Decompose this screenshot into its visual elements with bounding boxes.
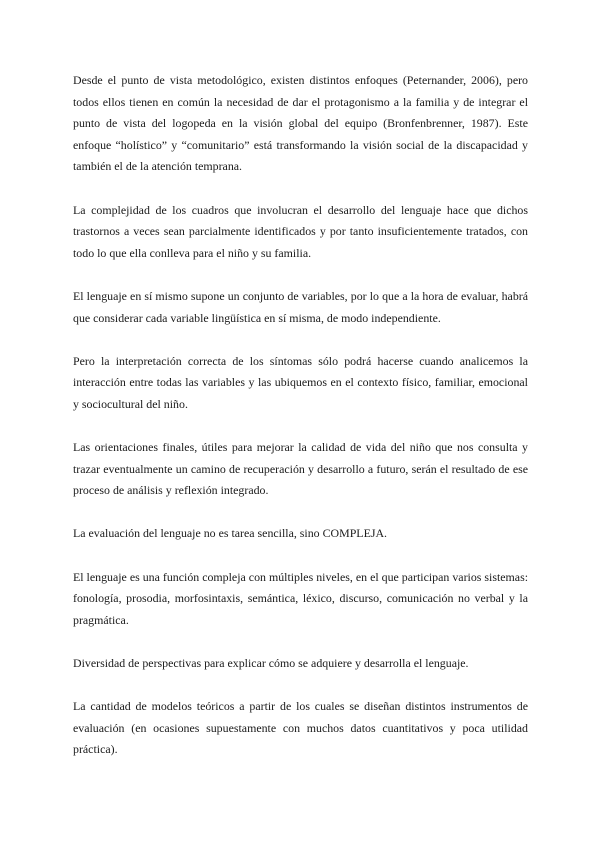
paragraph-perspectives: Diversidad de perspectivas para explicar cómo se adquiere y desarrolla el lenguaje. — [73, 656, 469, 671]
paragraph-evaluation-complex: La evaluación del lenguaje no es tarea sencilla, sino COMPLEJA. — [73, 526, 388, 541]
paragraph-language-function: El lenguaje es una función compleja con múltiples niveles, en el que participan varios sistemas: fonología, prosodia, morfosintaxis, semántica, léxico, discurso, comunicación no verbal y la pragmática. — [73, 569, 528, 627]
paragraph-complexity: La complejidad de los cuadros que involucran el desarrollo del lenguaje hace que dichos trastornos a veces sean parcialmente identificados y por tanto insuficientemente tratados, con todo lo que ella conlleva para el niño y su familia. — [73, 202, 528, 260]
paragraph-methodology: Desde el punto de vista metodológico, existen distintos enfoques (Peternander, 2006), pero todos ellos tienen en común la necesidad de dar el protagonismo a la familia y de integrar el punto de vista del logopeda en la visión global del equipo (Bronfenbrenner, 1987). Este enfoque “holístico” y “comunitario” está transformando la visión social de la discapacidad y también el de la atención temprana. — [73, 73, 528, 174]
document-body — [73, 70, 528, 783]
paragraph-interpretation: Pero la interpretación correcta de los síntomas sólo podrá hacerse cuando analicemos la interacción entre todas las variables y las ubiquemos en el contexto físico, familiar, emocional y sociocultural del niño. — [73, 353, 528, 411]
paragraph-theoretical-models: La cantidad de modelos teóricos a partir de los cuales se diseñan distintos instrumentos de evaluación (en ocasiones supuestamente con muchos datos cuantitativos y poca utilidad práctica). — [73, 699, 528, 757]
paragraph-orientations: Las orientaciones finales, útiles para mejorar la calidad de vida del niño que nos consulta y trazar eventualmente un camino de recuperación y desarrollo a futuro, serán el resultado de ese proceso de análisis y reflexión integrado. — [73, 440, 528, 498]
paragraph-variables: El lenguaje en sí mismo supone un conjunto de variables, por lo que a la hora de evaluar, habrá que considerar cada variable lingüística en sí misma, de modo independiente. — [73, 288, 528, 325]
